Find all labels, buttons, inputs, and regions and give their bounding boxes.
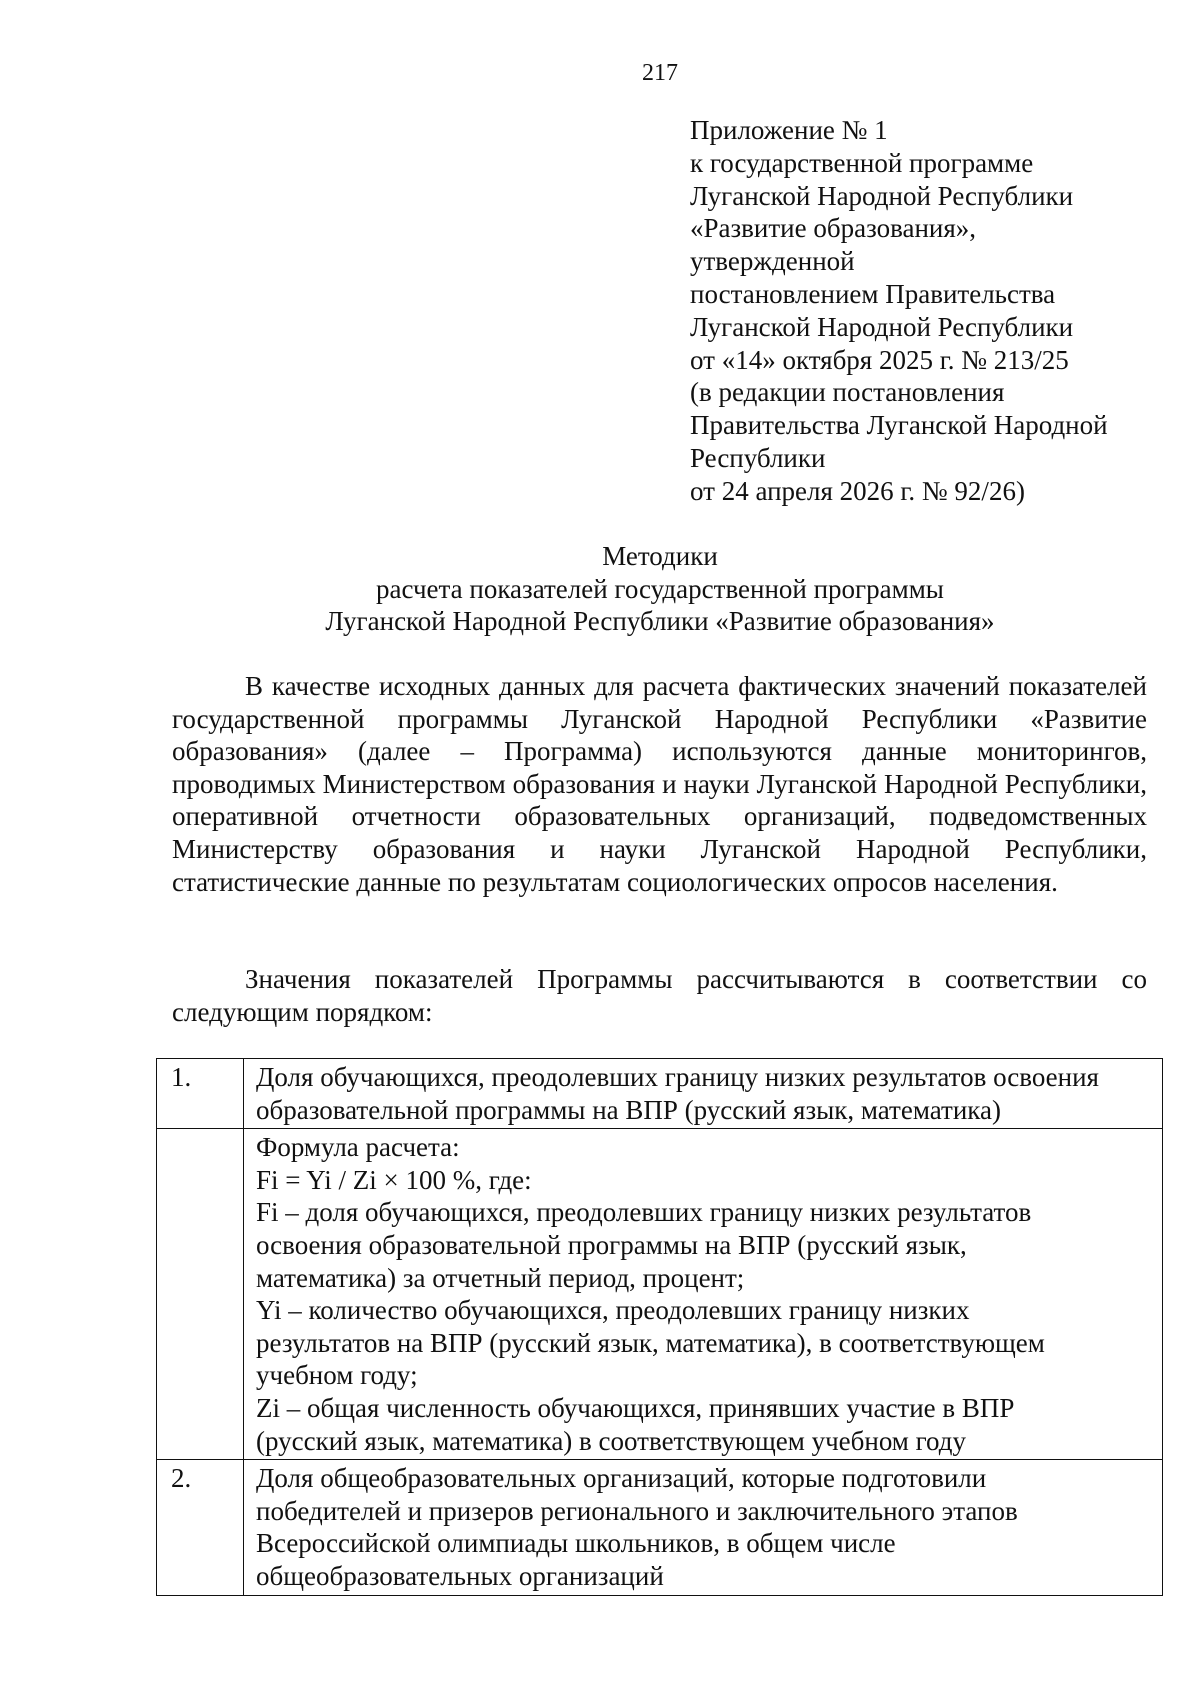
row-text-line: Доля обучающихся, преодолевших границу низких результатов освоения (256, 1062, 1099, 1092)
row-text (244, 1059, 1163, 1129)
table-row (157, 1059, 1163, 1129)
row-text-line: победителей и призеров регионального и заключительного этапов (256, 1495, 1018, 1526)
row-text-line: Всероссийской олимпиады школьников, в общем числе (256, 1528, 896, 1559)
row-text-line: освоения образовательной программы на ВПР (русский язык, (256, 1229, 967, 1260)
appendix-line: от 24 апреля 2026 г. № 92/26) (690, 475, 1025, 506)
appendix-line: Республики (690, 442, 826, 473)
row-number: 2. (157, 1460, 244, 1595)
title-line: Луганской Народной Республики «Развитие образования» (325, 606, 995, 636)
title-line: расчета показателей государственной программы (376, 573, 944, 604)
row-text-line: учебном году; (256, 1360, 418, 1391)
appendix-header (690, 114, 1180, 508)
row-text-line: Zi – общая численность обучающихся, принявших участие в ВПР (256, 1392, 1015, 1423)
title-line: Методики (602, 541, 718, 571)
intro-paragraph: В качестве исходных данных для расчета фактических значений показателей государственной программы Луганской Народной Республики «Развитие образования» (далее – Программа) используются данные мониторингов, проводимых Министерством образования и науки Луганской Народной Республики, оперативной отчетности образовательных организаций, подведомственных Министерству образования и науки Луганской Народной Республики, статистические данные по результатам социологических опросов населения. (172, 671, 1147, 897)
row-text (244, 1460, 1163, 1595)
row-text-line: (русский язык, математика) в соответствующем учебном году (256, 1425, 967, 1456)
appendix-line: Приложение № 1 (690, 115, 888, 145)
row-text-line: Формула расчета: (256, 1132, 460, 1163)
appendix-line: утвержденной (690, 246, 855, 277)
appendix-line: Луганской Народной Республики (690, 180, 1074, 211)
row-text-line: Доля общеобразовательных организаций, которые подготовили (256, 1463, 987, 1494)
methods-table (156, 1058, 1163, 1596)
row-text-line: Fi = Yi / Zi × 100 %, где: (256, 1164, 532, 1195)
row-text-line: общеобразовательных организаций (256, 1560, 664, 1591)
row-text (244, 1129, 1163, 1460)
table-row (157, 1129, 1163, 1460)
order-paragraph: Значения показателей Программы рассчитываются в соответствии со следующим порядком: (172, 964, 1147, 1027)
appendix-line: к государственной программе (690, 147, 1034, 178)
row-text-line: Fi – доля обучающихся, преодолевших границу низких результатов (256, 1197, 1032, 1228)
row-number: 1. (157, 1059, 244, 1129)
row-text-line: Yi – количество обучающихся, преодолевших границу низких (256, 1295, 970, 1326)
row-number (157, 1129, 244, 1460)
row-text-line: результатов на ВПР (русский язык, математика), в соответствующем (256, 1327, 1045, 1358)
page-number: 217 (642, 60, 678, 86)
document-title (0, 540, 1200, 638)
appendix-line: Луганской Народной Республики (690, 311, 1074, 342)
row-text-line: образовательной программы на ВПР (русский язык, математика) (256, 1094, 1001, 1125)
appendix-line: (в редакции постановления (690, 377, 1005, 408)
appendix-line: от «14» октября 2025 г. № 213/25 (690, 344, 1069, 375)
appendix-line: «Развитие образования», (690, 213, 977, 244)
appendix-line: Правительства Луганской Народной (690, 410, 1108, 441)
appendix-line: постановлением Правительства (690, 278, 1056, 309)
row-text-line: математика) за отчетный период, процент; (256, 1262, 745, 1293)
table-row (157, 1460, 1163, 1595)
